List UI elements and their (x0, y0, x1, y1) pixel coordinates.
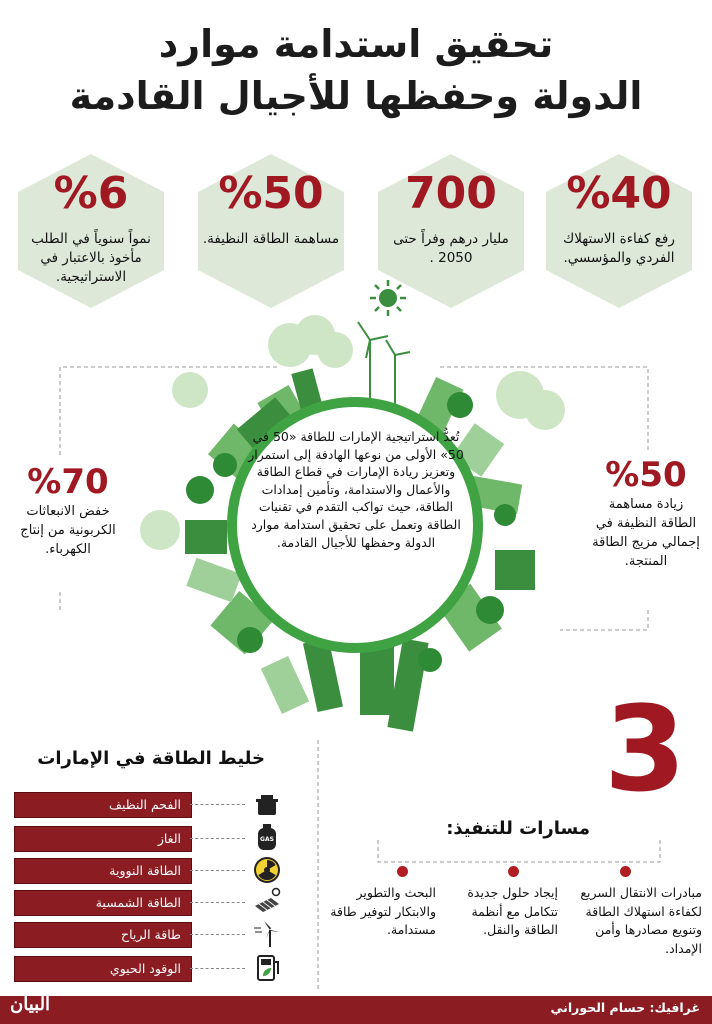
stat-value: %50 (218, 168, 324, 219)
right-stat-text: زيادة مساهمة الطاقة النظيفة في إجمالي مزيج الطاقة المنتجة. (592, 497, 700, 569)
right-stat-value: %50 (605, 455, 687, 495)
bar-connector (190, 934, 245, 935)
energy-mix-label: الغاز (157, 831, 181, 846)
energy-mix-bar (14, 956, 192, 982)
path-bullet (620, 866, 631, 877)
albayan-logo: البيان (10, 994, 51, 1015)
stat-value: %6 (53, 168, 129, 219)
path-bullet (508, 866, 519, 877)
stat-text: مليار درهم وفراً حتى 2050 . (393, 231, 509, 266)
graphic-credit: غرافيك: حسام الحوراني (550, 1000, 700, 1015)
stat-value: 700 (405, 168, 497, 219)
bar-connector (190, 902, 245, 903)
energy-mix-bar (14, 826, 192, 852)
path-item-3: البحث والتطوير والابتكار لتوفير طاقة مستدامة. (330, 885, 436, 937)
path-bullet (397, 866, 408, 877)
coal-icon (252, 789, 282, 819)
energy-mix-label: الوقود الحيوي (109, 961, 181, 976)
stat-value: %40 (566, 168, 672, 219)
biofuel-icon (252, 952, 282, 982)
left-stat (14, 462, 122, 559)
title-line-1: تحقيق استدامة موارد (158, 22, 554, 66)
gas-icon (252, 822, 282, 852)
energy-mix-bar (14, 890, 192, 916)
nuclear-icon (252, 855, 282, 885)
stat-text: نمواً سنوياً في الطلب مأخوذ بالاعتبار في الاستراتيجية. (31, 231, 151, 285)
paths-title: مسارات للتنفيذ: (446, 818, 590, 839)
solar-icon (252, 886, 282, 916)
stat-text: مساهمة الطاقة النظيفة. (202, 231, 340, 247)
left-stat-value: %70 (27, 462, 109, 502)
energy-mix-bar (14, 858, 192, 884)
bar-connector (190, 804, 245, 805)
stat-text: رفع كفاءة الاستهلاك الفردي والمؤسسي. (563, 231, 675, 266)
left-stat-text: خفض الانبعاثات الكربونية من إنتاج الكهرباء. (20, 504, 116, 557)
path-item-1: مبادرات الانتقال السريع لكفاءة استهلاك الطاقة وتنويع مصادرها وأمن الإمداد. (580, 885, 702, 956)
energy-mix-label: الطاقة الشمسية (95, 895, 181, 910)
title-line-2: الدولة وحفظها للأجيال القادمة (69, 74, 643, 118)
energy-mix-bar (14, 792, 192, 818)
path-item-2: إيجاد حلول جديدة تتكامل مع أنظمة الطاقة والنقل. (467, 885, 558, 937)
gas-icon-label: GAS (260, 836, 274, 843)
wind-icon (252, 918, 282, 948)
bar-connector (190, 838, 245, 839)
strategy-description: تُعدُّ استراتيجية الإمارات للطاقة «50 في 50» الأولى من نوعها الهادفة إلى استمرار وتعزيز ريادة الإمارات في قطاع الطاقة والأعمال والاستدامة، وتأمين إمدادات الطاقة، حيث تواكب التقدم في تقنيات الطاقة وتعمل على تحقيق استدامة موارد الدولة وحفظها للأجيال القادمة. (248, 429, 464, 550)
energy-mix-label: الطاقة النووية (109, 863, 181, 878)
bar-connector (190, 968, 245, 969)
paths-count: 3 (604, 680, 687, 818)
bar-connector (190, 870, 245, 871)
energy-mix-label: الفحم النظيف (109, 797, 181, 812)
energy-mix-label: طاقة الرياح (121, 927, 181, 942)
right-stat (590, 455, 702, 571)
energy-mix-bar (14, 922, 192, 948)
energy-mix-title: خليط الطاقة في الإمارات (37, 748, 265, 769)
